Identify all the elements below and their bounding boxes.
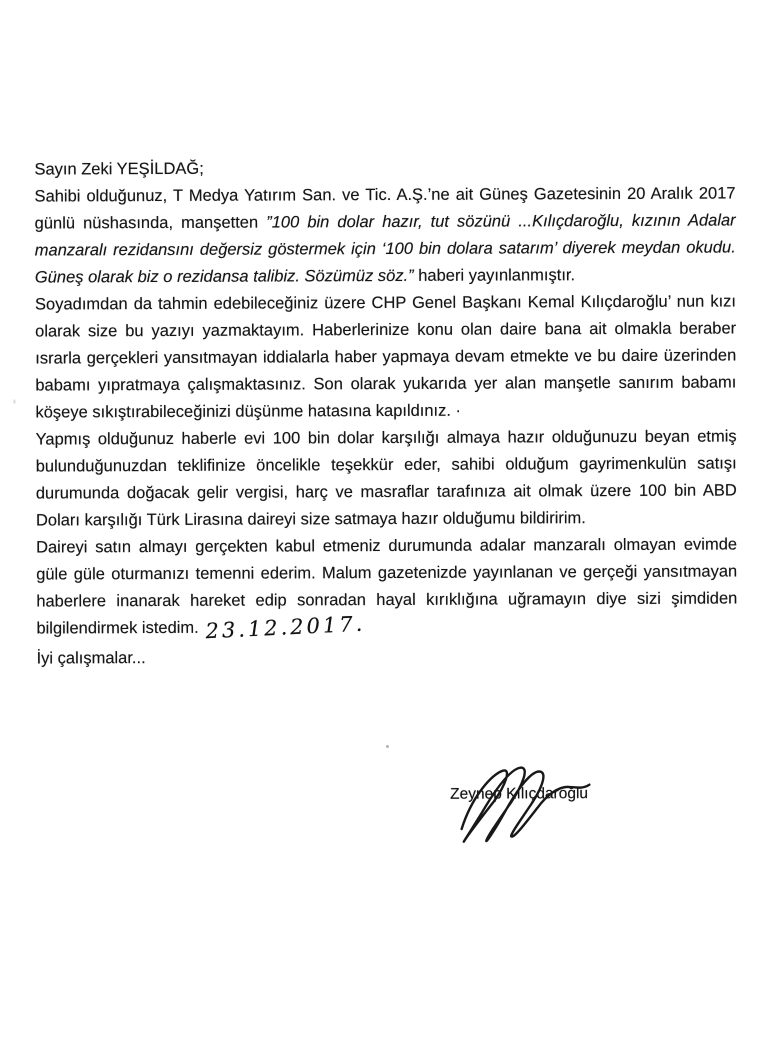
p1-headline-quote: ”100 bin dolar hazır, tut sözünü ...Kılıçdaroğlu, kızının Adalar manzaralı rezidansını değersiz göstermek için ‘100 bin dolara satarım’ diyerek meydan okudu. Güneş olarak biz o rezidansa talibiz. Sözümüz söz.” bbox=[34, 211, 736, 287]
p1-lead-text: Sahibi olduğunuz, T Medya Yatırım San. ve Tic. A.Ş.’ne ait Güneş Gazetesinin 20 Aralık 2017 günlü nüshasında, manşetten bbox=[34, 184, 736, 233]
paragraph-4 bbox=[36, 531, 737, 642]
handwritten-date: 23.12.2017. bbox=[205, 611, 367, 644]
paragraph-1 bbox=[34, 180, 735, 291]
salutation: Sayın Zeki YEŞİLDAĞ; bbox=[34, 159, 204, 179]
scan-artifact-dot bbox=[386, 745, 389, 748]
p1-tail-text: haberi yayınlanmıştır. bbox=[413, 266, 576, 285]
signature-block bbox=[442, 751, 612, 857]
scan-artifact-speck bbox=[13, 400, 15, 404]
closing-line: İyi çalışmalar... bbox=[36, 649, 146, 668]
paragraph-2: Soyadımdan da tahmin edebileceğiniz üzere CHP Genel Başkanı Kemal Kılıçdaroğlu’ nun kızı olarak size bu yazıyı yazmaktayım. Haberlerinize konu olan daire bana ait olmakla beraber ısrarla gerçekleri yansıtmayan iddialarla haber yapmaya devam etmekte ve bu daire üzerinden babamı yıpratmaya çalışmaktasınız. Son olarak yukarıda yer alan manşetle sanırım babamı köşeye sıkıştırabileceğinizi düşünme hatasına kapıldınız. · bbox=[34, 292, 737, 422]
signature-printed-name: Zeynep Kılıçdaroğlu bbox=[450, 785, 589, 803]
paragraph-3: Yapmış olduğunuz haberle evi 100 bin dolar karşılığı almaya hazır olduğunuzu beyan etmiş bulunduğunuzdan teklifinize öncelikle teşekkür eder, sahibi olduğum gayrimenkulün satışı durumunda doğacak gelir vergisi, harç ve masraflar tarafınıza ait olmak üzere 100 bin ABD Doları karşılığı Türk Lirasına daireyi size satmaya hazır olduğumu bildiririm. bbox=[35, 427, 737, 530]
p4-text: Daireyi satın almayı gerçekten kabul etmeniz durumunda adalar manzaralı olmayan evimde güle güle oturmanızı temenni ederim. Malum gazetenizde yayınlanan ve gerçeği yansıtmayan haberlere inanarak hareket edip sonradan hayal kırıklığına uğramayın diye sizi şimdiden bilgilendirmek istedim. bbox=[36, 535, 738, 638]
signature-scrawl-icon bbox=[439, 747, 609, 856]
